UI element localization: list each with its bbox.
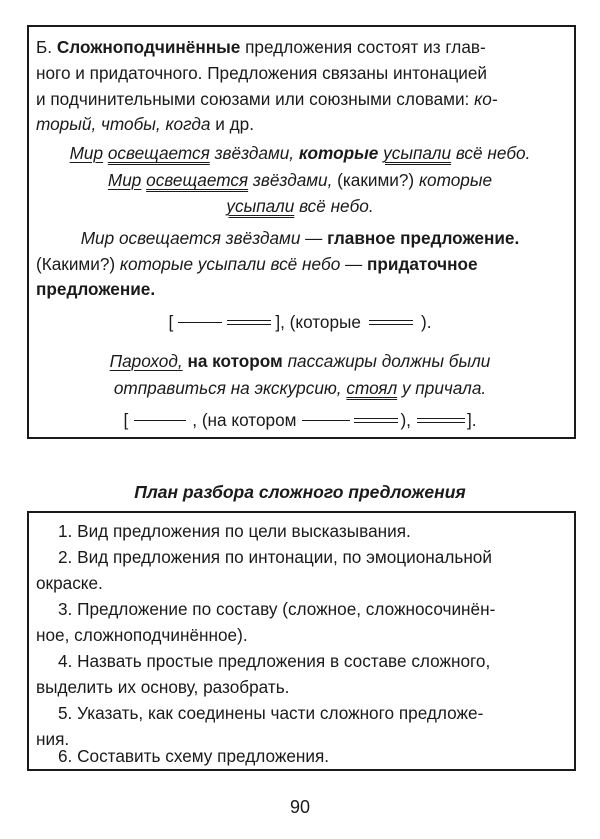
example-sentence-3-line-2: отправиться на экскурсию, стоял у причала.: [113, 378, 487, 398]
plan-item-4: 4. Назвать простые предложения в составе сложного,: [58, 651, 491, 671]
rule-line-1: Б. Сложноподчинённые предложения состоят из глав-: [36, 37, 486, 57]
predicate-line: [227, 320, 271, 325]
plan-item-2-cont: окраске.: [36, 573, 103, 593]
plan-item-2: 2. Вид предложения по интонации, по эмоциональной: [58, 547, 492, 567]
rule-line-3: и подчинительными союзами или союзными словами: ко-: [36, 89, 498, 109]
subject: Мир: [69, 143, 104, 163]
example-sentence-3-line-1: Пароход, на котором пассажиры должны были: [109, 351, 491, 371]
plan-item-3-cont: ное, сложноподчинённое).: [36, 625, 248, 645]
predicate: усыпали: [383, 143, 452, 163]
subject-line: [302, 420, 350, 421]
rule-line-2: ного и придаточного. Предложения связаны интонацией: [36, 63, 488, 83]
predicate-line: [417, 418, 465, 423]
conjunctive-word: которые: [298, 143, 379, 163]
example-sentence-2-line-2: усыпали всё небо.: [226, 196, 374, 216]
plan-item-6: 6. Составить схему предложения.: [58, 746, 330, 766]
example-sentence-2-line-1: Мир освещается звёздами, (какими?) которые: [107, 170, 493, 190]
explanation-main: Мир освещается звёздами — главное предложение.: [80, 228, 520, 248]
plan-item-1: 1. Вид предложения по цели высказывания.: [58, 521, 411, 541]
explanation-sub-line-1: (Какими?) которые усыпали всё небо — придаточное: [36, 254, 478, 274]
predicate: стоял: [346, 378, 398, 398]
subject: Пароход,: [109, 351, 183, 371]
predicate: освещается: [107, 143, 210, 163]
plan-item-4-cont: выделить их основу, разобрать.: [36, 677, 290, 697]
page-number: 90: [289, 797, 311, 817]
plan-item-5-cont: ния.: [36, 729, 70, 749]
scheme-2: [ , (на котором ), ].: [123, 410, 477, 430]
scheme-1: [ ], (которые ).: [168, 312, 432, 332]
subject-line: [134, 420, 186, 421]
explanation-sub-line-2: предложение.: [36, 279, 156, 299]
rule-line-4: торый, чтобы, когда и др.: [36, 114, 254, 134]
plan-item-5: 5. Указать, как соединены части сложного предложе-: [58, 703, 484, 723]
subject: Мир: [107, 170, 142, 190]
predicate-line: [354, 418, 398, 423]
plan-item-3: 3. Предложение по составу (сложное, сложносочинён-: [58, 599, 496, 619]
question: (какими?): [337, 170, 415, 190]
conjunctive-word: на котором: [187, 351, 283, 371]
subject-line: [178, 322, 222, 323]
predicate-line: [369, 320, 413, 325]
plan-title: План разбора сложного предложения: [134, 482, 466, 502]
rule-term: Сложноподчинённые: [56, 37, 241, 57]
predicate: усыпали: [226, 196, 295, 216]
predicate: освещается: [146, 170, 249, 190]
example-sentence-1: Мир освещается звёздами, которые усыпали всё небо.: [69, 143, 531, 163]
